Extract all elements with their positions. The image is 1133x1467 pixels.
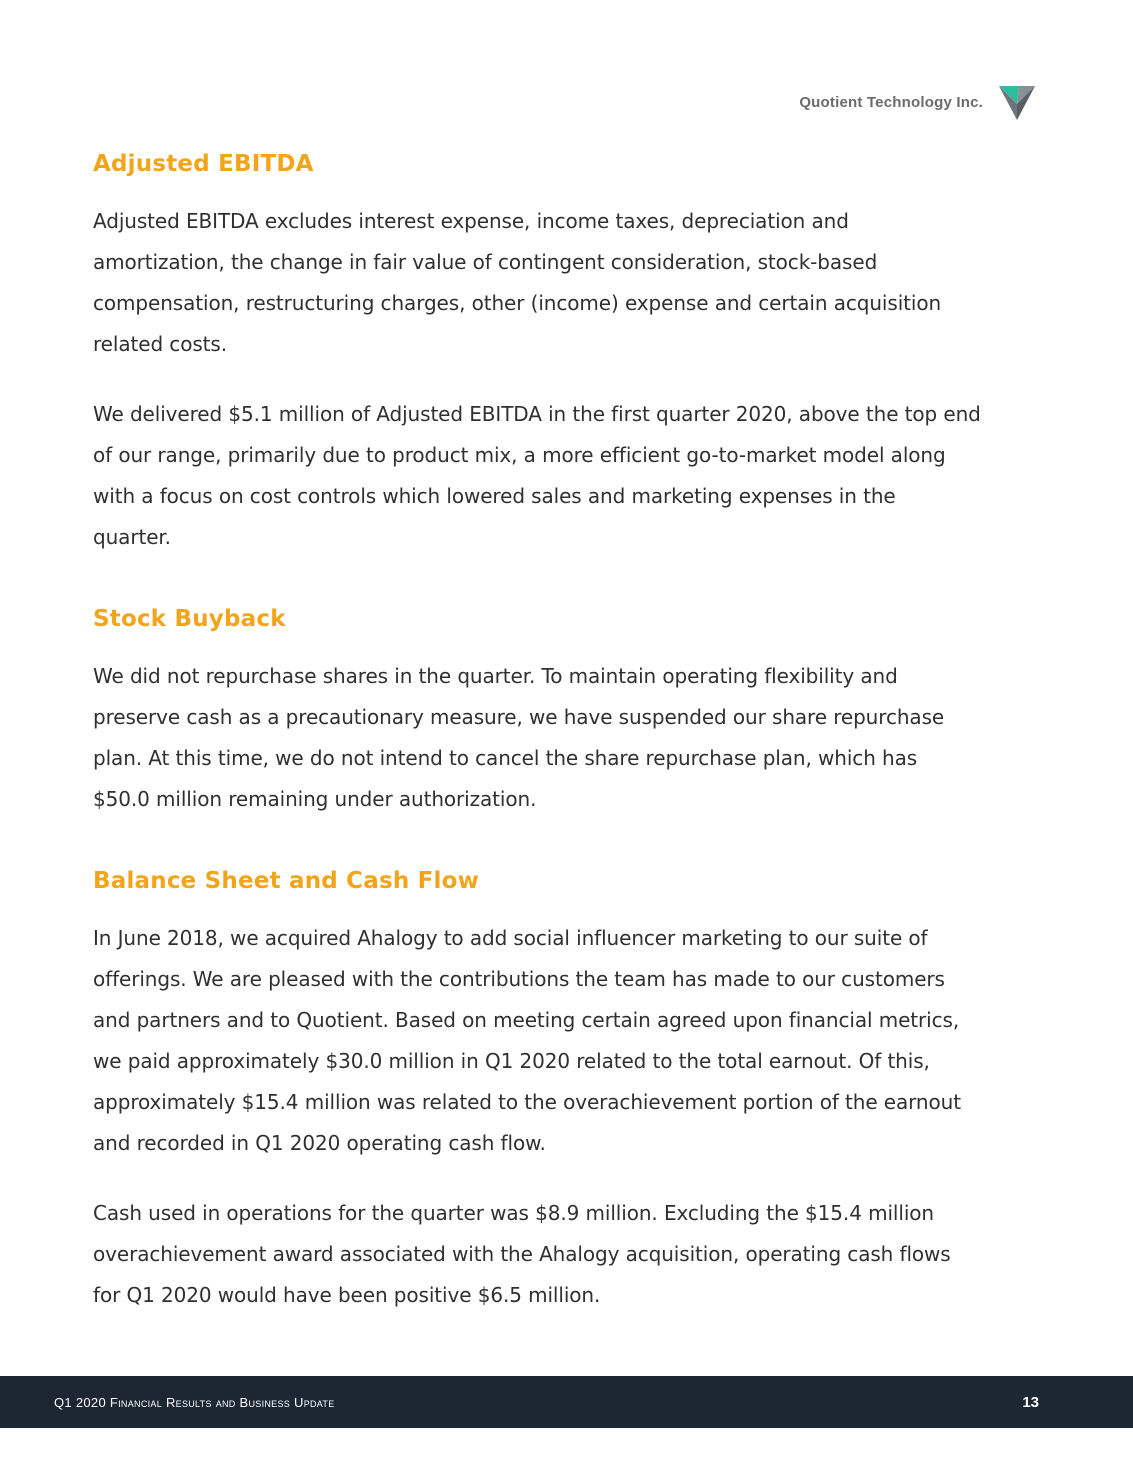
text-line: In June 2018, we acquired Ahalogy to add social influencer marketing to our suite of	[93, 926, 928, 950]
text-line: preserve cash as a precautionary measure, we have suspended our share repurchase	[93, 705, 945, 729]
text-line: with a focus on cost controls which lowered sales and marketing expenses in the	[93, 484, 896, 508]
text-line: compensation, restructuring charges, other (income) expense and certain acquisition	[93, 291, 942, 315]
text-line: of our range, primarily due to product mix, a more efficient go-to-market model along	[93, 443, 946, 467]
text-line: we paid approximately $30.0 million in Q1 2020 related to the total earnout. Of this,	[93, 1049, 930, 1073]
text-line: for Q1 2020 would have been positive $6.5 million.	[93, 1283, 601, 1307]
text-line: overachievement award associated with the Ahalogy acquisition, operating cash flows	[93, 1242, 951, 1266]
paragraph	[93, 201, 1053, 365]
section-adjusted-ebitda	[93, 146, 1053, 558]
paragraph	[93, 918, 1053, 1164]
quotient-logo-icon	[997, 82, 1037, 122]
text-line: offerings. We are pleased with the contributions the team has made to our customers	[93, 967, 945, 991]
text-line: $50.0 million remaining under authorization.	[93, 787, 537, 811]
text-line: amortization, the change in fair value of contingent consideration, stock-based	[93, 250, 878, 274]
section-heading: Balance Sheet and Cash Flow	[93, 868, 480, 894]
text-line: Cash used in operations for the quarter was $8.9 million. Excluding the $15.4 million	[93, 1201, 934, 1225]
text-line: approximately $15.4 million was related to the overachievement portion of the earnout	[93, 1090, 961, 1114]
text-line: quarter.	[93, 525, 171, 549]
footer-title: Q1 2020 Financial Results and Business Update	[54, 1394, 335, 1410]
text-line: and partners and to Quotient. Based on meeting certain agreed upon financial metrics,	[93, 1008, 960, 1032]
section-stock-buyback	[93, 601, 1053, 820]
text-line: and recorded in Q1 2020 operating cash flow.	[93, 1131, 546, 1155]
paragraph	[93, 1193, 1053, 1316]
section-balance-sheet-cash-flow	[93, 863, 1053, 1316]
paragraph	[93, 394, 1053, 558]
text-line: related costs.	[93, 332, 227, 356]
paragraph	[93, 656, 1053, 820]
company-name: Quotient Technology Inc.	[799, 93, 983, 111]
main-content	[93, 146, 1053, 1316]
page-header	[799, 82, 1037, 122]
text-line: We did not repurchase shares in the quarter. To maintain operating flexibility and	[93, 664, 898, 688]
text-line: Adjusted EBITDA excludes interest expense, income taxes, depreciation and	[93, 209, 849, 233]
section-heading: Stock Buyback	[93, 606, 286, 632]
page-number: 13	[1022, 1393, 1039, 1411]
text-line: We delivered $5.1 million of Adjusted EBITDA in the first quarter 2020, above the top end	[93, 402, 981, 426]
page-footer	[0, 1376, 1133, 1428]
section-heading: Adjusted EBITDA	[93, 151, 314, 177]
text-line: plan. At this time, we do not intend to cancel the share repurchase plan, which has	[93, 746, 918, 770]
